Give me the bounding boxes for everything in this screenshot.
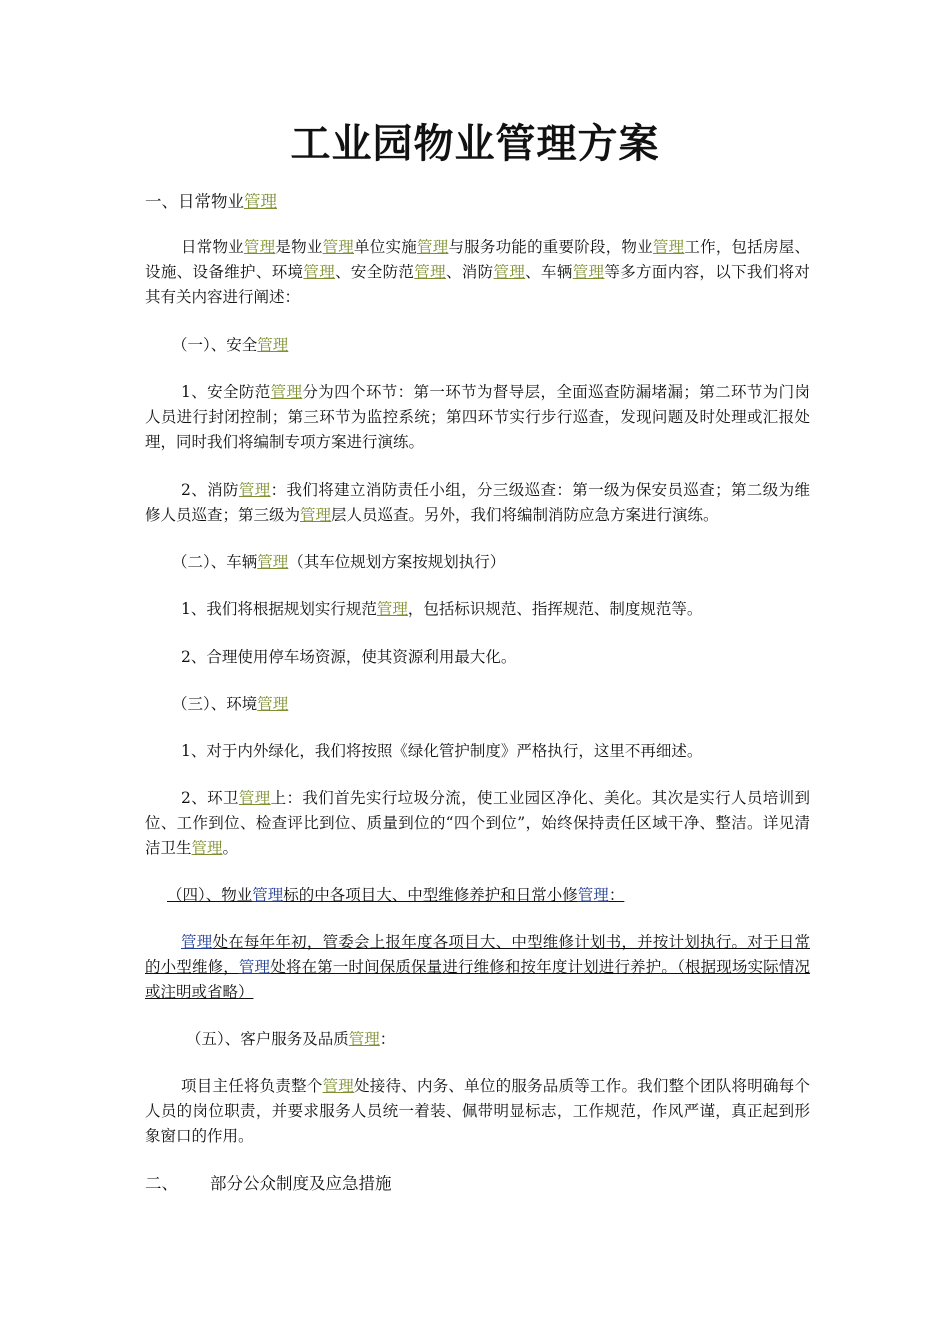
keyword-link[interactable]: 管理 [181, 933, 213, 951]
paragraph-fire-2: 2、消防管理：我们将建立消防责任小组，分三级巡查：第一级为保安员巡查；第二级为维修人员巡查；第三级为管理层人员巡查。另外，我们将编制消防应急方案进行演练。 [145, 481, 810, 524]
section-heading-2: 二、 部分公众制度及应急措施 [145, 1174, 392, 1193]
paragraph-maintenance: 管理处在每年年初，管委会上报年度各项目大、中型维修计划书，并按计划执行。对于日常的小型维修，管理处将在第一时间保质保量进行维修和按年度计划进行养护。（根据现场实际情况或注明或省略） [145, 933, 810, 1001]
paragraph-vehicle-1: 1、我们将根据规划实行规范管理，包括标识规范、指挥规范、制度规范等。 [181, 600, 703, 618]
keyword-link[interactable]: 管理 [577, 886, 609, 904]
keyword-link[interactable]: 管理 [257, 336, 289, 354]
keyword-link[interactable]: 管理 [322, 1077, 355, 1095]
keyword-link[interactable]: 管理 [238, 789, 271, 807]
paragraph-vehicle-2: 2、合理使用停车场资源，使其资源利用最大化。 [181, 648, 517, 666]
keyword-link[interactable]: 管理 [376, 600, 408, 618]
section-heading-1: 一、日常物业管理 [145, 192, 277, 211]
keyword-link[interactable]: 管理 [348, 1030, 380, 1048]
subsection-heading-1: （一）、安全管理 [172, 336, 289, 354]
keyword-link[interactable]: 管理 [244, 192, 277, 211]
keyword-link[interactable]: 管理 [322, 238, 355, 256]
keyword-link[interactable]: 管理 [238, 958, 271, 976]
keyword-link[interactable]: 管理 [414, 263, 446, 281]
paragraph-environment-2: 2、环卫管理上：我们首先实行垃圾分流，使工业园区净化、美化。其次是实行人员培训到位、工作到位、检查评比到位、质量到位的“四个到位”，始终保持责任区域干净、整洁。详见清洁卫生管理。 [145, 789, 810, 857]
keyword-link[interactable]: 管理 [191, 839, 223, 857]
paragraph-security-1: 1、安全防范管理分为四个环节：第一环节为督导层，全面巡查防漏堵漏；第二环节为门岗人员进行封闭控制；第三环节为监控系统；第四环节实行步行巡查，发现问题及时处理或汇报处理，同时我们将编制专项方案进行演练。 [145, 383, 810, 451]
subsection-heading-5: （五）、客户服务及品质管理： [186, 1030, 396, 1048]
keyword-link[interactable]: 管理 [243, 238, 276, 256]
keyword-link[interactable]: 管理 [652, 238, 685, 256]
subsection-heading-2: （二）、车辆管理（其车位规划方案按规划执行） [172, 553, 506, 571]
keyword-link[interactable]: 管理 [270, 383, 303, 401]
keyword-link[interactable]: 管理 [252, 886, 284, 904]
paragraph-environment-1: 1、对于内外绿化，我们将按照《绿化管护制度》严格执行，这里不再细述。 [181, 742, 703, 760]
keyword-link[interactable]: 管理 [257, 553, 289, 571]
keyword-link[interactable]: 管理 [238, 481, 271, 499]
subsection-heading-3: （三）、环境管理 [172, 695, 289, 713]
keyword-link[interactable]: 管理 [303, 263, 336, 281]
paragraph-customer-service: 项目主任将负责整个管理处接待、内务、单位的服务品质等工作。我们整个团队将明确每个人员的岗位职责，并要求服务人员统一着装、佩带明显标志，工作规范，作风严谨，真正起到形象窗口的作用。 [145, 1077, 810, 1145]
keyword-link[interactable]: 管理 [257, 695, 289, 713]
keyword-link[interactable]: 管理 [493, 263, 526, 281]
keyword-link[interactable]: 管理 [416, 238, 449, 256]
keyword-link[interactable]: 管理 [300, 506, 332, 524]
intro-paragraph: 日常物业管理是物业管理单位实施管理与服务功能的重要阶段，物业管理工作，包括房屋、设施、设备维护、环境管理、安全防范管理、消防管理、车辆管理等多方面内容，以下我们将对其有关内容进行阐述： [145, 238, 810, 306]
subsection-heading-4: （四）、物业管理标的中各项目大、中型维修养护和日常小修管理： [167, 886, 625, 904]
keyword-link[interactable]: 管理 [572, 263, 605, 281]
document-title: 工业园物业管理方案 [290, 120, 660, 167]
